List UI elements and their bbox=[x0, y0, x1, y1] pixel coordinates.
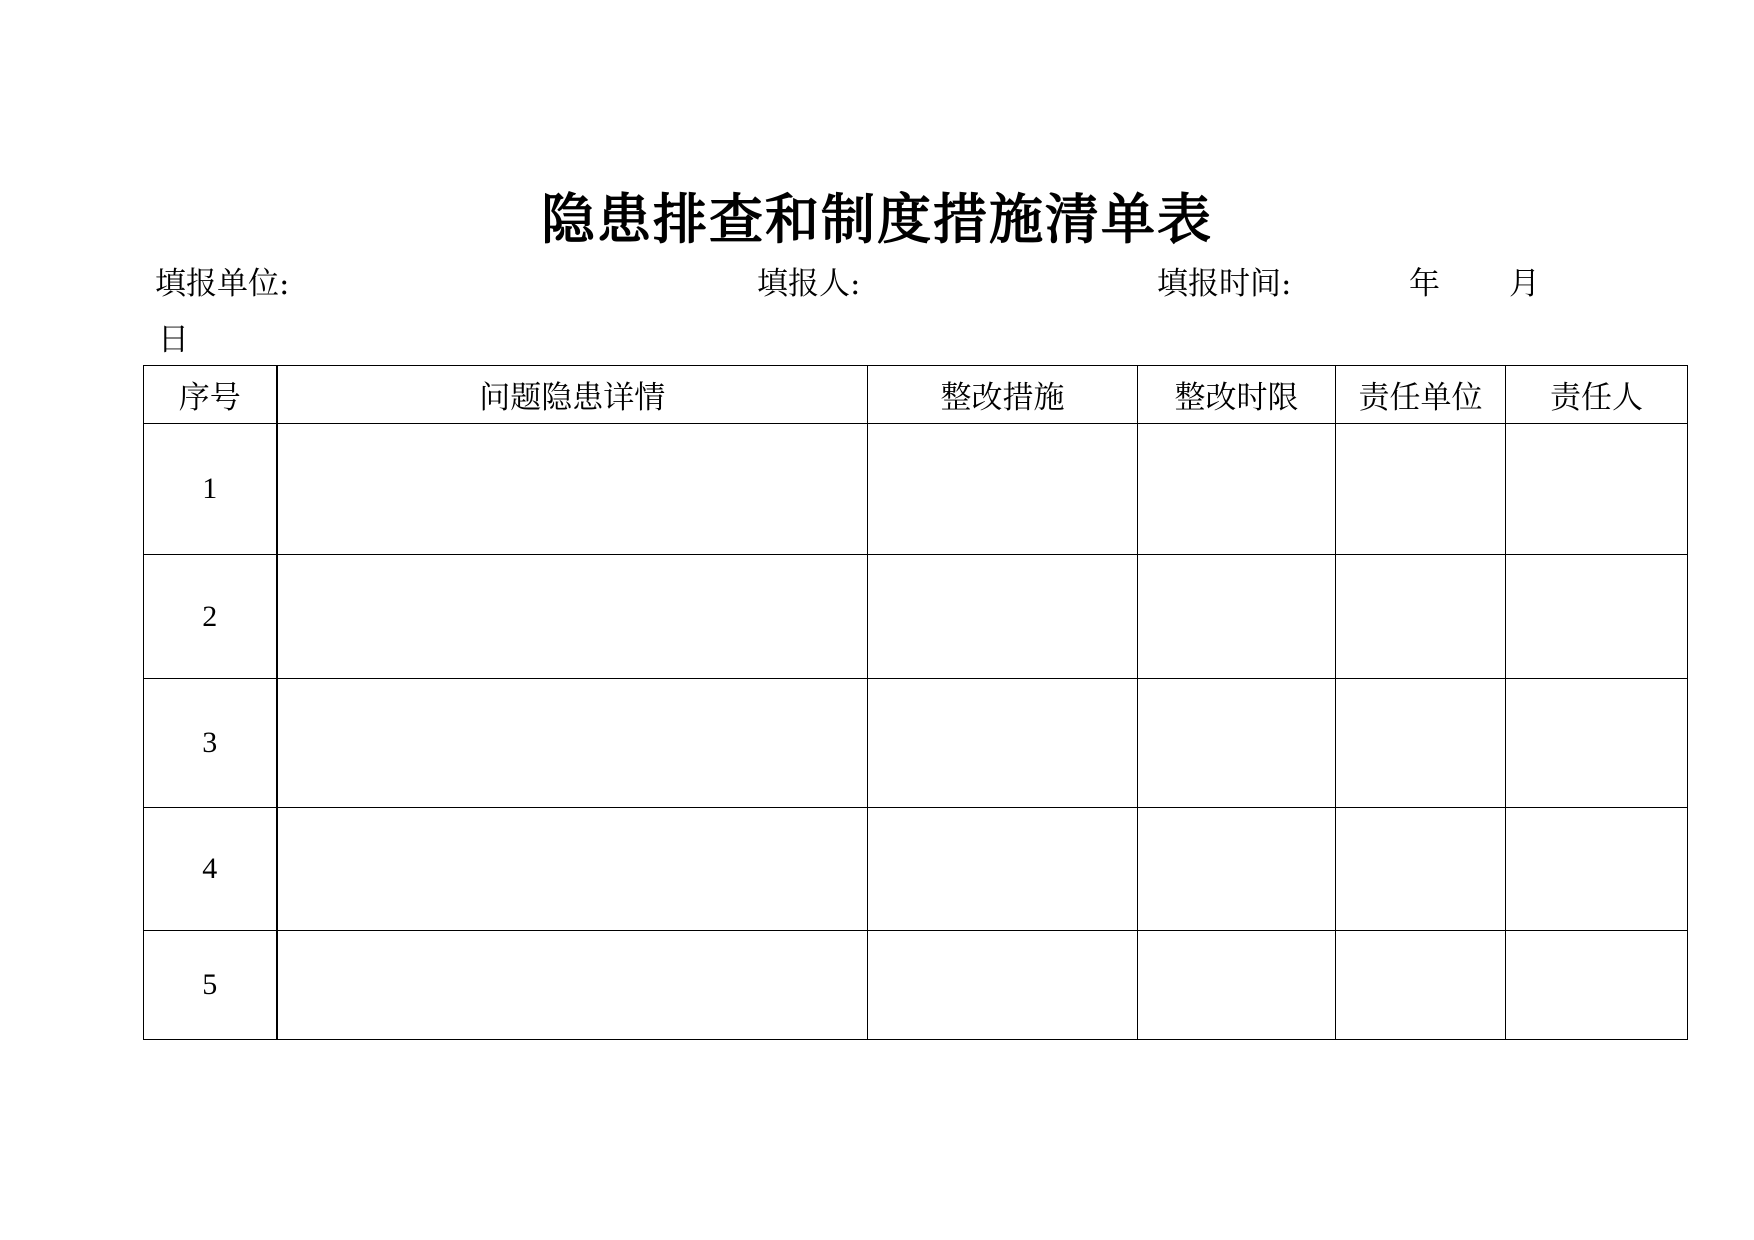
row-deadline-cell[interactable] bbox=[1138, 808, 1336, 931]
header-deadline: 整改时限 bbox=[1138, 366, 1336, 424]
row-person-cell[interactable] bbox=[1506, 679, 1688, 808]
header-measure: 整改措施 bbox=[868, 366, 1138, 424]
header-person: 责任人 bbox=[1506, 366, 1688, 424]
row-seq: 1 bbox=[144, 424, 277, 555]
row-person-cell[interactable] bbox=[1506, 931, 1688, 1040]
time-label: 填报时间: bbox=[1157, 266, 1292, 302]
hazard-table bbox=[143, 365, 1688, 1040]
row-detail-cell[interactable] bbox=[277, 424, 868, 555]
header-seq: 序号 bbox=[144, 366, 277, 424]
row-unit-cell[interactable] bbox=[1336, 808, 1506, 931]
row-measure-cell[interactable] bbox=[868, 555, 1138, 679]
header-detail: 问题隐患详情 bbox=[277, 366, 868, 424]
row-seq: 5 bbox=[144, 931, 277, 1040]
table-row bbox=[144, 808, 1688, 931]
document-title: 隐患排查和制度措施清单表 bbox=[541, 187, 1213, 251]
row-deadline-cell[interactable] bbox=[1138, 931, 1336, 1040]
table-row bbox=[144, 931, 1688, 1040]
year-label: 年 bbox=[1409, 266, 1440, 302]
row-unit-cell[interactable] bbox=[1336, 424, 1506, 555]
day-label: 日 bbox=[158, 322, 189, 358]
row-unit-cell[interactable] bbox=[1336, 555, 1506, 679]
row-measure-cell[interactable] bbox=[868, 931, 1138, 1040]
row-person-cell[interactable] bbox=[1506, 424, 1688, 555]
row-unit-cell[interactable] bbox=[1336, 931, 1506, 1040]
table-header-row bbox=[144, 366, 1688, 424]
row-detail-cell[interactable] bbox=[277, 555, 868, 679]
row-person-cell[interactable] bbox=[1506, 808, 1688, 931]
row-unit-cell[interactable] bbox=[1336, 679, 1506, 808]
row-detail-cell[interactable] bbox=[277, 808, 868, 931]
row-deadline-cell[interactable] bbox=[1138, 679, 1336, 808]
table-row bbox=[144, 555, 1688, 679]
table-row bbox=[144, 679, 1688, 808]
row-detail-cell[interactable] bbox=[277, 679, 868, 808]
row-measure-cell[interactable] bbox=[868, 424, 1138, 555]
reporter-label: 填报人: bbox=[757, 266, 861, 302]
row-person-cell[interactable] bbox=[1506, 555, 1688, 679]
row-measure-cell[interactable] bbox=[868, 679, 1138, 808]
row-deadline-cell[interactable] bbox=[1138, 424, 1336, 555]
table-row bbox=[144, 424, 1688, 555]
month-label: 月 bbox=[1509, 266, 1540, 302]
row-seq: 2 bbox=[144, 555, 277, 679]
row-detail-cell[interactable] bbox=[277, 931, 868, 1040]
unit-label: 填报单位: bbox=[155, 266, 290, 302]
row-seq: 3 bbox=[144, 679, 277, 808]
row-deadline-cell[interactable] bbox=[1138, 555, 1336, 679]
row-seq: 4 bbox=[144, 808, 277, 931]
row-measure-cell[interactable] bbox=[868, 808, 1138, 931]
header-unit: 责任单位 bbox=[1336, 366, 1506, 424]
